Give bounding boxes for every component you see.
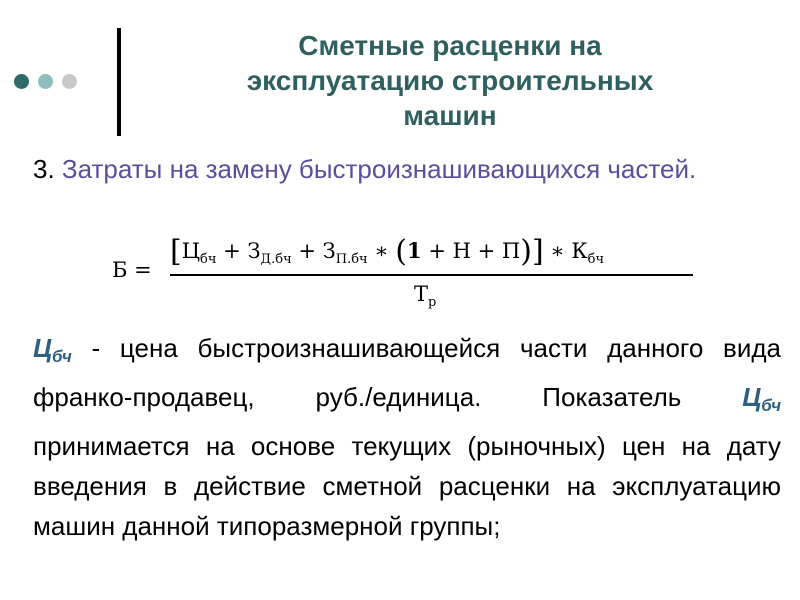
op-times: ∗ xyxy=(550,239,565,263)
var-t-sub: р xyxy=(428,295,437,310)
description-paragraph xyxy=(33,328,781,546)
title-line: Сметные расценки на xyxy=(298,30,602,61)
keyword-sub: бч xyxy=(51,347,72,366)
keyword-sub: бч xyxy=(761,396,781,415)
keyword-tsbch xyxy=(742,382,781,415)
const-one: 1 xyxy=(407,238,422,263)
op-plus: + xyxy=(298,239,316,263)
bracket-open: [ xyxy=(170,234,182,269)
description-text: - цена быстроизнашивающейся части данного вида франко-продавец, руб./единица. Показатель xyxy=(33,333,781,412)
formula-lhs: Б = xyxy=(112,258,152,282)
formula xyxy=(0,230,800,320)
var-p: П xyxy=(501,239,521,263)
var-k: К xyxy=(571,239,588,263)
var-z1: З xyxy=(247,239,261,263)
keyword-tsbch xyxy=(33,333,72,366)
vertical-divider xyxy=(117,28,121,136)
decorative-dots xyxy=(14,74,104,90)
description-text: принимается на основе текущих (рыночных) цен на дату введения в действие сметной расценки на эксплуатацию машин данной типоразмерной группы; xyxy=(33,431,781,541)
var-z2-sub: П.бч xyxy=(335,252,368,267)
bracket-close: ] xyxy=(531,234,544,269)
item-text: Затраты на замену быстроизнашивающихся частей. xyxy=(61,154,697,184)
var-h: Н xyxy=(452,239,471,263)
op-plus: + xyxy=(477,239,496,263)
op-plus: + xyxy=(223,239,241,263)
op-plus: + xyxy=(428,239,446,263)
var-c: Ц xyxy=(181,239,201,263)
var-k-sub: бч xyxy=(587,252,605,267)
dot-light-icon xyxy=(62,74,77,89)
keyword-main: Ц xyxy=(33,333,52,363)
slide-title xyxy=(130,28,770,133)
var-z2: З xyxy=(322,239,336,263)
paren-close: ) xyxy=(520,234,532,269)
item-number: 3. xyxy=(33,154,55,184)
var-z1-sub: Д.бч xyxy=(260,252,292,267)
op-times: ∗ xyxy=(374,239,389,263)
var-c-sub: бч xyxy=(200,252,217,267)
formula-denominator xyxy=(414,282,436,310)
dot-mid-icon xyxy=(38,74,53,89)
paren-open: ( xyxy=(395,234,408,269)
var-t: Т xyxy=(414,282,429,306)
fraction-bar xyxy=(170,274,693,276)
title-line: эксплуатацию строительных xyxy=(246,65,654,96)
title-line: машин xyxy=(403,100,497,131)
keyword-main: Ц xyxy=(742,382,762,412)
dot-dark-icon xyxy=(14,74,29,89)
formula-numerator xyxy=(170,234,604,269)
list-item xyxy=(33,149,773,189)
